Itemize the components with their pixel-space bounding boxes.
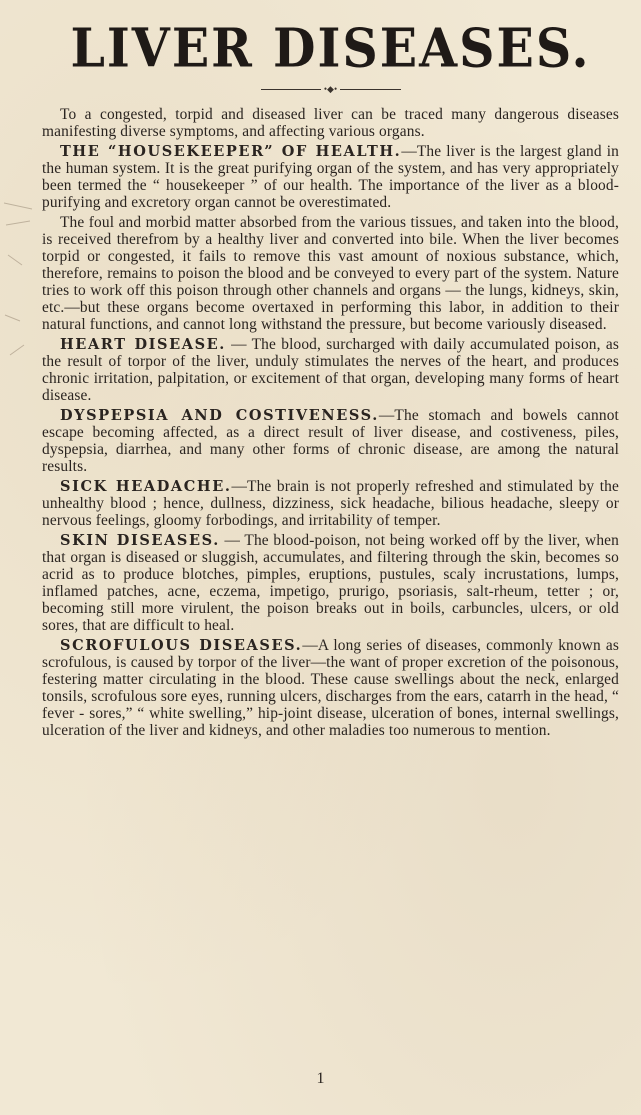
section-paragraph xyxy=(42,478,619,529)
section-text: —A long series of diseases, commonly known as scrofulous, is caused by torpor of the liver—the want of proper excretion of the poisonous, festering matter circulating in the blood. These cause swellings about the neck, enlarged tonsils, scrofulous sore eyes, running ulcers, discharges from the ears, catarrh in the head, “ fever - sores,” “ white swelling,” hip-joint disease, ulceration of bones, internal swellings, ulceration of the liver and kidneys, and other maladies too numerous to mention. xyxy=(42,637,619,739)
page-title: LIVER DISEASES. xyxy=(70,16,591,80)
section-heading: THE “HOUSEKEEPER” OF HEALTH. xyxy=(60,143,402,160)
section-text: —The liver is the largest gland in the human system. It is the great purifying organ of the system, and has very appropriately been termed the “ housekeeper ” of our health. The importance of the liver as a blood-purifying and excretory organ cannot be overestimated. xyxy=(42,143,620,211)
section-heading: SICK HEADACHE. xyxy=(60,478,232,495)
section-paragraph xyxy=(42,143,619,211)
section-text: —The stomach and bowels cannot escape becoming affected, as a direct result of liver disease, and costiveness, piles, dyspepsia, diarrhea, and many other forms of chronic disease, are among the natural results. xyxy=(42,407,619,475)
section-paragraph xyxy=(42,532,619,634)
ornament-line-left xyxy=(261,89,321,90)
section-text: The foul and morbid matter absorbed from the various tissues, and taken into the blood, is received therefrom by a healthy liver and converted into bile. When the liver becomes torpid or congested, it fails to remove this vast amount of noxious substance, which, therefore, remains to poison the blood and be conveyed to every part of the system. Nature tries to work off this poison through other channels and organs — the lungs, kidneys, skin, etc.—but these organs become overtaxed in performing this labor, in addition to their natural functions, and cannot long withstand the pressure, but become variously diseased. xyxy=(42,214,619,333)
section-heading: SCROFULOUS DISEASES. xyxy=(60,637,303,654)
section-paragraph xyxy=(42,637,619,739)
margin-pencil-marks xyxy=(2,195,42,455)
ornament-line-right xyxy=(340,89,400,90)
section-heading: SKIN DISEASES. xyxy=(60,532,220,549)
section-heading: HEART DISEASE. xyxy=(60,336,226,353)
section-text: —The brain is not properly refreshed and stimulated by the unhealthy blood ; hence, dullness, dizziness, sick headache, bilious headache, sleepy or nervous feelings, gloomy forbodings, and irritability of temper. xyxy=(42,478,619,529)
section-text: — The blood, surcharged with daily accumulated poison, as the result of torpor of the liver, unduly stimulates the nerves of the heart, and produces chronic irritation, palpitation, or excitement of that organ, developing many forms of heart disease. xyxy=(42,336,619,404)
section-paragraph xyxy=(42,214,619,333)
page-number: 1 xyxy=(316,1070,325,1087)
ornament-dots: •◆• xyxy=(323,84,338,94)
section-paragraph xyxy=(42,336,619,404)
section-heading: DYSPEPSIA AND COSTIVENESS. xyxy=(60,407,379,424)
section-text: — The blood-poison, not being worked off by the liver, when that organ is diseased or sluggish, accumulates, and filtering through the skin, becomes so acrid as to produce blotches, pimples, eruptions, pustules, scaly incrustations, lumps, inflamed patches, acne, eczema, impetigo, prurigo, psoriasis, salt-rheum, tetter ; or, becoming still more virulent, the poison breaks out in boils, carbuncles, ulcers, or old sores, that are difficult to heal. xyxy=(42,532,619,634)
title-ornament xyxy=(261,82,401,96)
section-paragraph xyxy=(42,407,619,475)
intro-paragraph: To a congested, torpid and diseased liver can be traced many dangerous diseases manifesting diverse symptoms, and affecting various organs. xyxy=(42,106,619,140)
